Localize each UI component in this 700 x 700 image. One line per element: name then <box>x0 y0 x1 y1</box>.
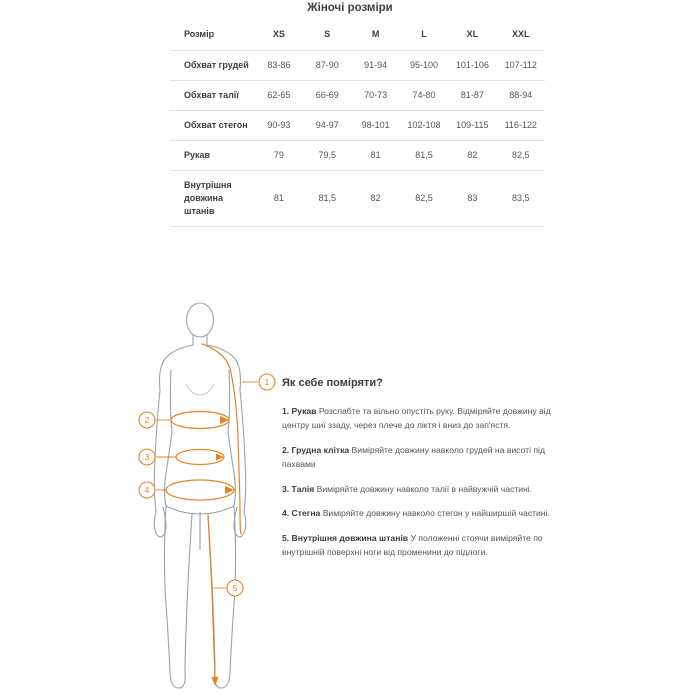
instruction-title: 2. Грудна клітка <box>282 444 350 455</box>
table-cell: 82 <box>351 171 399 227</box>
table-cell: 82,5 <box>400 171 448 227</box>
table-cell: 90-93 <box>255 111 303 141</box>
callout-group <box>139 374 275 596</box>
table-cell: 83 <box>448 171 496 227</box>
size-table <box>170 24 545 227</box>
callout-label-5: 5 <box>232 583 238 594</box>
table-header-cell: XXL <box>497 24 545 51</box>
instruction-text: У положенні стоячи виміряйте по внутрішній поверхні ноги від променини до підлоги. <box>282 533 543 558</box>
table-cell: 66-69 <box>303 81 351 111</box>
table-header-cell: Розмір <box>170 24 255 51</box>
callout-label-2: 2 <box>144 415 150 426</box>
size-table-container <box>170 24 545 227</box>
table-cell: 109-115 <box>448 111 496 141</box>
table-header-cell: XS <box>255 24 303 51</box>
callout-label-3: 3 <box>144 452 150 463</box>
row-label: Обхват грудей <box>170 51 255 81</box>
table-cell: 82 <box>448 141 496 171</box>
instruction-item <box>282 507 572 521</box>
instruction-text: Виміряйте довжину навколо грудей на висоті під пахвами <box>282 444 545 469</box>
table-cell: 94-97 <box>303 111 351 141</box>
row-label: Рукав <box>170 141 255 171</box>
table-row <box>170 171 545 227</box>
table-cell: 116-122 <box>497 111 545 141</box>
table-cell: 95-100 <box>400 51 448 81</box>
size-table-body <box>170 51 545 227</box>
table-row <box>170 111 545 141</box>
size-table-head <box>170 24 545 51</box>
table-cell: 81 <box>351 141 399 171</box>
page-title: Жіночі розміри <box>307 2 393 14</box>
callout-label-4: 4 <box>144 485 150 496</box>
table-cell: 79,5 <box>303 141 351 171</box>
body-outline <box>154 303 245 688</box>
table-cell: 81 <box>255 171 303 227</box>
table-cell: 101-106 <box>448 51 496 81</box>
table-cell: 81,5 <box>400 141 448 171</box>
instruction-title: 3. Талія <box>282 483 315 494</box>
measurement-figure <box>130 300 280 695</box>
table-cell: 107-112 <box>497 51 545 81</box>
table-cell: 83-86 <box>255 51 303 81</box>
table-cell: 87-90 <box>303 51 351 81</box>
table-cell: 62-65 <box>255 81 303 111</box>
table-header-cell: M <box>351 24 399 51</box>
table-header-cell: XL <box>448 24 496 51</box>
female-body-diagram <box>130 300 280 695</box>
instruction-item <box>282 532 572 560</box>
table-cell: 81-87 <box>448 81 496 111</box>
table-cell: 88-94 <box>497 81 545 111</box>
row-label: Обхват стегон <box>170 111 255 141</box>
table-cell: 70-73 <box>351 81 399 111</box>
table-row <box>170 81 545 111</box>
table-cell: 79 <box>255 141 303 171</box>
how-to-measure-section <box>282 375 572 571</box>
table-header-cell: L <box>400 24 448 51</box>
instruction-text: Розслабте та вільно опустіть руку. Відміряйте довжину від центру шиї ззаду, через плече до лiктя і вниз до зап'ястя. <box>282 405 551 430</box>
instruction-item <box>282 405 572 433</box>
instruction-text: Виміряйте довжину навколо стегон у найширшій частині. <box>320 508 550 519</box>
table-cell: 91-94 <box>351 51 399 81</box>
table-row <box>170 141 545 171</box>
row-label: Обхват талії <box>170 81 255 111</box>
how-to-measure-heading: Як себе поміряти? <box>282 377 383 389</box>
instruction-item <box>282 483 572 497</box>
table-cell: 81,5 <box>303 171 351 227</box>
instruction-text: Виміряйте довжину навколо талії в найвужчій частині. <box>314 483 533 494</box>
table-header-row <box>170 24 545 51</box>
instruction-item <box>282 444 572 472</box>
table-cell: 83,5 <box>497 171 545 227</box>
table-cell: 82,5 <box>497 141 545 171</box>
instruction-title: 4. Стегна <box>282 508 321 519</box>
instruction-title: 1. Рукав <box>282 405 317 416</box>
callout-label-1: 1 <box>264 377 270 388</box>
row-label: Внутрішня довжина штанів <box>170 171 255 227</box>
table-cell: 74-80 <box>400 81 448 111</box>
table-header-cell: S <box>303 24 351 51</box>
instruction-title: 5. Внутрішня довжина штанів <box>282 533 409 544</box>
table-row <box>170 51 545 81</box>
table-cell: 98-101 <box>351 111 399 141</box>
table-cell: 102-108 <box>400 111 448 141</box>
